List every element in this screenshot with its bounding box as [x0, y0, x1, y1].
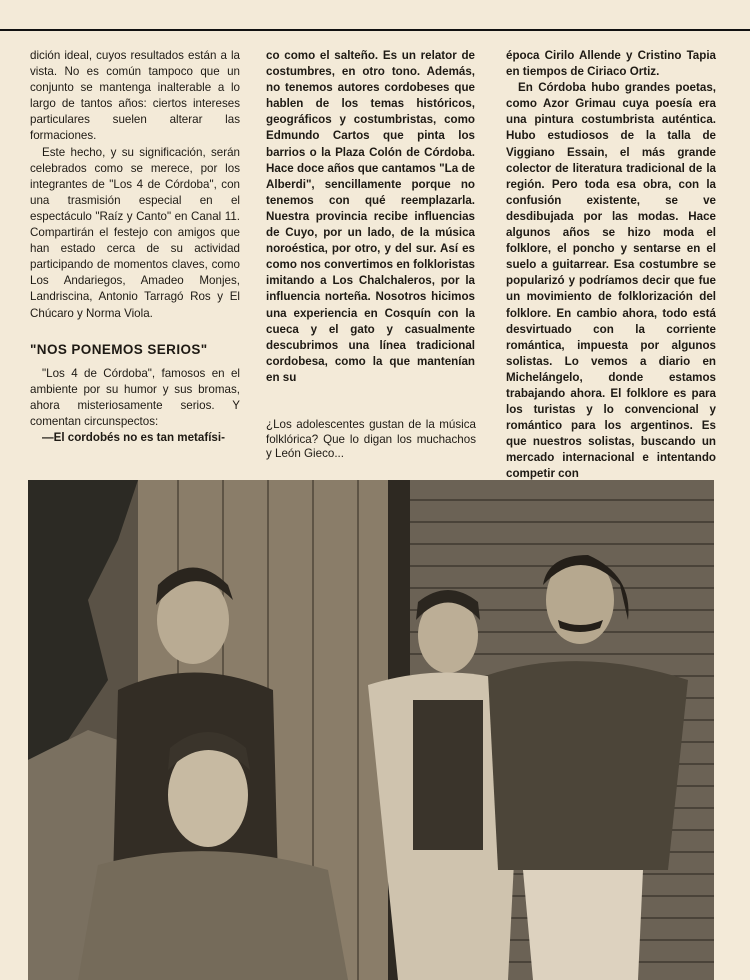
- col1-paragraph-1: dición ideal, cuyos resultados están a la vista. No es común tampoco que un conjunto se mantenga inalterable a lo largo de tantos años: ciertos intereses particulares suelen alterar las formaciones.: [30, 49, 240, 143]
- col1-paragraph-4: —El cordobés no es tan metafísi-: [42, 431, 225, 445]
- article-column-1: [30, 48, 240, 446]
- article-column-3: [506, 48, 716, 483]
- header-rule: [0, 29, 750, 31]
- group-photo-illustration: [28, 480, 714, 980]
- photo-caption-question: ¿Los adolescentes gustan de la música folklórica? Que lo digan los muchachos y León Gieco...: [266, 418, 476, 460]
- article-column-2: [266, 48, 475, 386]
- col2-paragraph-1: co como el salteño. Es un relator de costumbres, en otro tono. Además, no tenemos autores cordobeses que hablen de los temas históricos, geográficos y costumbristas, como Edmundo Cartos que pinta los barrios o la Plaza Colón de Córdoba. Hace doce años que cantamos "La de Alberdi", sencillamente porque no tenemos con qué reemplazarla. Nuestra provincia recibe influencias de Cuyo, por un lado, de la música noroéstica, por otro, y del sur. Así es como nos convertimos en folkloristas imitando a Los Chalchaleros, por la influencia norteña. Nosotros hicimos una experiencia en Cosquín con la cueca y el gato y casualmente descubrimos una línea tradicional cordobesa, como la que mantenían en su: [266, 49, 475, 384]
- col1-paragraph-3: "Los 4 de Córdoba", famosos en el ambiente por su humor y sus bromas, ahora misteriosamente serios. Y comentan circunspectos:: [30, 366, 240, 428]
- group-photo: [28, 480, 714, 980]
- col3-paragraph-1: época Cirilo Allende y Cristino Tapia en tiempos de Ciriaco Ortiz.: [506, 49, 716, 79]
- section-heading: "NOS PONEMOS SERIOS": [30, 341, 208, 357]
- col3-paragraph-2: En Córdoba hubo grandes poetas, como Azor Grimau cuya poesía era una pintura costumbrista auténtica. Hubo estudiosos de la talla de Viggiano Essain, el más grande colector de literatura tradicional de la región. Pero toda esa obra, con la confusión existente, se ve desdibujada por las modas. Hace algunos años se hizo moda el folklore, el poncho y sentarse en el suelo a guitarrear. Esa costumbre se popularizó y podríamos decir que fue un movimiento de folklorización del folklore. En cambio ahora, todo está desvirtuado con la corriente romántica, impuesta por algunos solistas. Lo vemos a diario en Michelángelo, donde estamos trabajando ahora. El folklore es para los turistas y lo convencional y romántico para los argentinos. Es que nuestros solistas, buscando un mercado internacional e intentando competir con: [506, 81, 716, 481]
- col1-paragraph-2: Este hecho, y su significación, serán celebrados como se merece, por los integrantes de "Los 4 de Córdoba", con una trasmisión especial en el espectáculo "Raíz y Canto" en Canal 11. Compartirán el festejo con amigos que han estado cerca de su actividad participando de momentos claves, como Los Andariegos, Amadeo Monjes, Landriscina, Antonio Tarragó Ros y El Chúcaro y Norma Viola.: [30, 145, 240, 320]
